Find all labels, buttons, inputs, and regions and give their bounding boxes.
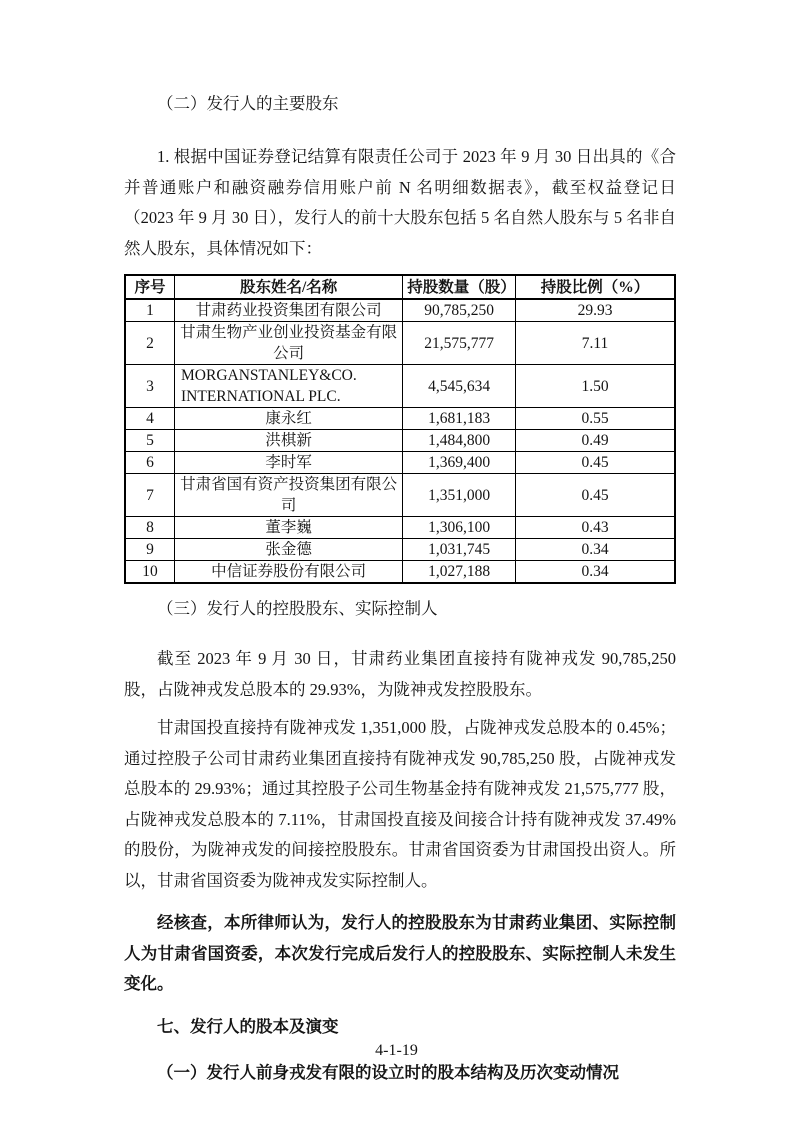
table-row — [125, 561, 675, 584]
cell-index: 2 — [125, 322, 175, 365]
shareholders-table — [124, 274, 676, 584]
cell-shares: 1,027,188 — [403, 561, 516, 584]
paragraph-lawyer-opinion: 经核查，本所律师认为，发行人的控股股东为甘肃药业集团、实际控制人为甘肃省国资委，本次发行完成后发行人的控股股东、实际控制人未发生变化。 — [124, 913, 676, 993]
cell-ratio: 29.93 — [516, 299, 676, 322]
header-index: 序号 — [125, 275, 175, 299]
cell-index: 8 — [125, 517, 175, 539]
cell-ratio: 0.49 — [516, 430, 676, 452]
cell-shares: 1,351,000 — [403, 474, 516, 517]
cell-shares: 1,681,183 — [403, 408, 516, 430]
cell-index: 9 — [125, 539, 175, 561]
paragraph-intro: 1. 根据中国证券登记结算有限责任公司于 2023 年 9 月 30 日出具的《合并普通账户和融资融券信用账户前 N 名明细数据表》，截至权益登记日（2023 年 9 月 30 日），发行人的前十大股东包括 5 名自然人股东与 5 名非自然人股东，具体情况如下： — [124, 147, 676, 258]
table-row — [125, 322, 675, 365]
cell-shares: 1,484,800 — [403, 430, 516, 452]
cell-name: 董李巍 — [175, 517, 403, 539]
cell-index: 7 — [125, 474, 175, 517]
table-row — [125, 517, 675, 539]
cell-ratio: 1.50 — [516, 365, 676, 408]
cell-name: 张金德 — [175, 539, 403, 561]
cell-index: 10 — [125, 561, 175, 584]
section-heading-share-capital-evolution: 七、发行人的股本及演变 — [157, 1016, 339, 1036]
cell-shares: 1,031,745 — [403, 539, 516, 561]
cell-shares: 21,575,777 — [403, 322, 516, 365]
cell-index: 4 — [125, 408, 175, 430]
table-row — [125, 430, 675, 452]
cell-shares: 90,785,250 — [403, 299, 516, 322]
cell-index: 6 — [125, 452, 175, 474]
header-shareholder-name: 股东姓名/名称 — [175, 275, 403, 299]
table-row — [125, 299, 675, 322]
section-heading-predecessor-structure: （一）发行人前身戎发有限的设立时的股本结构及历次变动情况 — [157, 1062, 619, 1082]
cell-name: 甘肃生物产业创业投资基金有限公司 — [175, 322, 403, 365]
page-number: 4-1-19 — [375, 1042, 418, 1059]
cell-name: 甘肃省国有资产投资集团有限公司 — [175, 474, 403, 517]
cell-ratio: 0.45 — [516, 474, 676, 517]
header-shareholding-ratio: 持股比例（%） — [516, 275, 676, 299]
table-row — [125, 539, 675, 561]
cell-index: 5 — [125, 430, 175, 452]
cell-name: 甘肃药业投资集团有限公司 — [175, 299, 403, 322]
cell-shares: 1,306,100 — [403, 517, 516, 539]
table-row — [125, 452, 675, 474]
cell-name: 洪棋新 — [175, 430, 403, 452]
cell-index: 3 — [125, 365, 175, 408]
table-row — [125, 408, 675, 430]
section-heading-issuer-major-shareholders: （二）发行人的主要股东 — [157, 94, 339, 113]
paragraph-gansu-guotou-holdings: 甘肃国投直接持有陇神戎发 1,351,000 股，占陇神戎发总股本的 0.45%；通过控股子公司甘肃药业集团直接持有陇神戎发 90,785,250 股，占陇神戎发总股本的 29.93%；通过其控股子公司生物基金持有陇神戎发 21,575,777 股，占陇神戎发总股本的 7.11%，甘肃国投直接及间接合计持有陇神戎发 37.49%的股份，为陇神戎发的间接控股股东。甘肃省国资委为甘肃国投出资人。所以，甘肃省国资委为陇神戎发实际控制人。 — [124, 718, 676, 890]
cell-ratio: 0.45 — [516, 452, 676, 474]
cell-name: 李时军 — [175, 452, 403, 474]
cell-index: 1 — [125, 299, 175, 322]
table-header-row — [125, 275, 675, 299]
cell-ratio: 0.43 — [516, 517, 676, 539]
cell-shares: 4,545,634 — [403, 365, 516, 408]
section-heading-controlling-shareholder: （三）发行人的控股股东、实际控制人 — [157, 599, 438, 618]
cell-shares: 1,369,400 — [403, 452, 516, 474]
cell-ratio: 0.34 — [516, 561, 676, 584]
cell-ratio: 7.11 — [516, 322, 676, 365]
table-row — [125, 474, 675, 517]
cell-ratio: 0.34 — [516, 539, 676, 561]
table-row — [125, 365, 675, 408]
cell-name: 康永红 — [175, 408, 403, 430]
cell-name: 中信证券股份有限公司 — [175, 561, 403, 584]
header-shares-held: 持股数量（股） — [403, 275, 516, 299]
paragraph-controlling-shareholder: 截至 2023 年 9 月 30 日，甘肃药业集团直接持有陇神戎发 90,785,250 股，占陇神戎发总股本的 29.93%，为陇神戎发控股股东。 — [124, 649, 676, 699]
cell-name: MORGANSTANLEY&CO. INTERNATIONAL PLC. — [175, 365, 403, 408]
cell-ratio: 0.55 — [516, 408, 676, 430]
